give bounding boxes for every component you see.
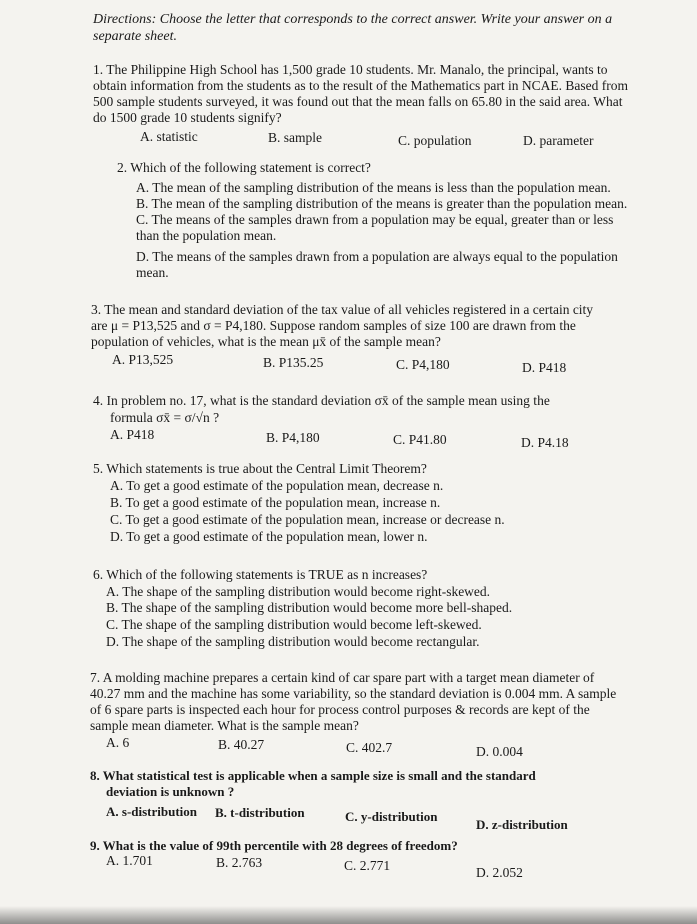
q4-stem-line-1: 4. In problem no. 17, what is the standard deviation σx̄ of the sample mean using the xyxy=(93,393,550,408)
q3-choice-b: B. P135.25 xyxy=(263,355,324,370)
q2-choice-d-line-1: D. The means of the samples drawn from a population are always equal to the population xyxy=(136,249,618,264)
q7-choice-b: B. 40.27 xyxy=(218,737,265,752)
q1-stem-line-3: 500 sample students surveyed, it was found out that the mean falls on 65.80 in the said area. What xyxy=(93,94,623,109)
q9-choice-c: C. 2.771 xyxy=(344,858,391,873)
q6-stem: 6. Which of the following statements is TRUE as n increases? xyxy=(93,567,428,582)
q6-choice-c: C. The shape of the sampling distribution would become left-skewed. xyxy=(106,617,482,632)
directions-line-2: separate sheet. xyxy=(93,29,177,44)
q6-choice-d: D. The shape of the sampling distribution would become rectangular. xyxy=(106,634,480,649)
q8-choice-b: B. t-distribution xyxy=(215,805,305,820)
directions-line-1: Directions: Choose the letter that corresponds to the correct answer. Write your answer on a xyxy=(93,12,613,27)
q4-choice-a: A. P418 xyxy=(110,427,155,442)
q3-choice-a: A. P13,525 xyxy=(112,352,174,367)
q5-choice-c: C. To get a good estimate of the population mean, increase or decrease n. xyxy=(110,512,505,527)
q1-stem-line-1: 1. The Philippine High School has 1,500 grade 10 students. Mr. Manalo, the principal, wants to xyxy=(93,62,608,77)
q7-stem-line-3: of 6 spare parts is inspected each hour for process control purposes & records are kept of the xyxy=(90,702,590,717)
q8-choice-c: C. y-distribution xyxy=(345,809,438,824)
q2-choice-d-line-2: mean. xyxy=(136,265,169,280)
q8-stem-line-2: deviation is unknown ? xyxy=(106,784,235,799)
q3-stem-line-3: population of vehicles, what is the mean μx̄ of the sample mean? xyxy=(91,334,441,349)
q9-stem: 9. What is the value of 99th percentile with 28 degrees of freedom? xyxy=(90,838,458,853)
q1-choice-d: D. parameter xyxy=(523,133,594,148)
q1-choice-b: B. sample xyxy=(268,130,322,145)
q9-choice-b: B. 2.763 xyxy=(216,855,263,870)
q9-choice-d: D. 2.052 xyxy=(476,865,523,880)
q1-stem-line-2: obtain information from the students as to the result of the Mathematics part in NCAE. Based from xyxy=(93,78,629,93)
q4-choice-d: D. P4.18 xyxy=(521,435,569,450)
q8-stem-line-1: 8. What statistical test is applicable when a sample size is small and the standard xyxy=(90,768,536,783)
q5-choice-b: B. To get a good estimate of the population mean, increase n. xyxy=(110,495,441,510)
q4-choice-b: B. P4,180 xyxy=(266,430,320,445)
q2-choice-c-line-1: C. The means of the samples drawn from a population may be equal, greater than or less xyxy=(136,212,614,227)
q8-choice-d: D. z-distribution xyxy=(476,817,568,832)
q6-choice-a: A. The shape of the sampling distribution would become right-skewed. xyxy=(106,584,491,599)
q7-choice-a: A. 6 xyxy=(106,735,130,750)
q7-choice-d: D. 0.004 xyxy=(476,744,523,759)
q5-choice-a: A. To get a good estimate of the population mean, decrease n. xyxy=(110,478,444,493)
q1-choice-a: A. statistic xyxy=(140,129,198,144)
q7-stem-line-2: 40.27 mm and the machine has some variability, so the standard deviation is 0.004 mm. A sample xyxy=(90,686,617,701)
q2-choice-a: A. The mean of the sampling distribution of the means is less than the population mean. xyxy=(136,180,611,195)
q2-choice-b: B. The mean of the sampling distribution of the means is greater than the population mean. xyxy=(136,196,628,211)
q3-stem-line-2: are μ = P13,525 and σ = P4,180. Suppose random samples of size 100 are drawn from the xyxy=(91,318,576,333)
q1-choice-c: C. population xyxy=(398,133,472,148)
q1-stem-line-4: do 1500 grade 10 students signify? xyxy=(93,110,282,125)
q3-choice-c: C. P4,180 xyxy=(396,357,450,372)
q3-stem-line-1: 3. The mean and standard deviation of the tax value of all vehicles registered in a certain city xyxy=(91,302,594,317)
q4-stem-line-2: formula σx̄ = σ/√n ? xyxy=(110,410,220,425)
q7-stem-line-4: sample mean diameter. What is the sample mean? xyxy=(90,718,359,733)
q3-choice-d: D. P418 xyxy=(522,360,567,375)
q7-choice-c: C. 402.7 xyxy=(346,740,393,755)
q8-choice-a: A. s-distribution xyxy=(106,804,198,819)
q7-stem-line-1: 7. A molding machine prepares a certain kind of car spare part with a target mean diameter of xyxy=(90,670,595,685)
q5-stem: 5. Which statements is true about the Central Limit Theorem? xyxy=(93,461,427,476)
q2-stem: 2. Which of the following statement is correct? xyxy=(117,160,371,175)
q6-choice-b: B. The shape of the sampling distribution would become more bell-shaped. xyxy=(106,600,513,615)
q4-choice-c: C. P41.80 xyxy=(393,432,447,447)
q9-choice-a: A. 1.701 xyxy=(106,853,153,868)
page-edge-shadow xyxy=(0,906,697,924)
q2-choice-c-line-2: than the population mean. xyxy=(136,228,277,243)
q5-choice-d: D. To get a good estimate of the population mean, lower n. xyxy=(110,529,428,544)
